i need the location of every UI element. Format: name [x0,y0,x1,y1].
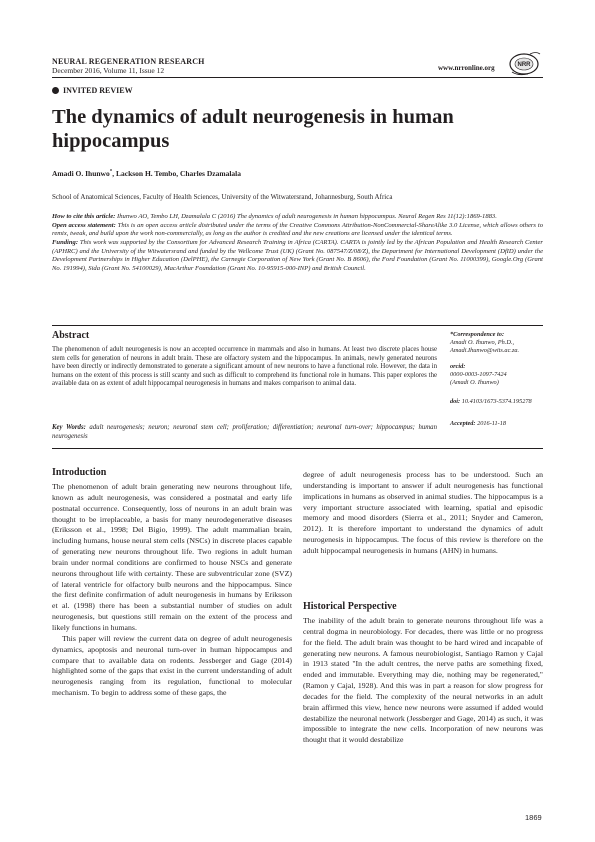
introduction-heading: Introduction [52,467,107,478]
journal-issue: December 2016, Volume 11, Issue 12 [52,66,165,75]
funding-text: This work was supported by the Consortium for Advanced Research Training in Africa (CARTA). CARTA is jointly led by the African Population and Health Research Center (APHRC) and the University of the Witwatersrand and funded by the Wellcome Trust (UK) (Grant No. 087547/Z/08/Z), the Department for International Development (DfID) under the Development Partnerships in Higher Education (DelPHE), the Carnegie Corporation of New York (Grant No. B 8606), the Ford Foundation (Grant No. 11000399), Google.Org (Grant No. 191994), Sida (Grant No. 54100029), MacArthur Foundation (Grant No. 10-95915-000-INP) and British Council. [52,239,543,272]
journal-logo [508,50,542,76]
header-rule [52,77,543,78]
article-title: The dynamics of adult neurogenesis in human hippocampus [52,106,454,152]
doi[interactable] [450,398,550,406]
open-access-statement [52,222,543,239]
cite-statement [52,213,543,222]
funding-statement [52,239,543,273]
accepted-value: 2016-11-18 [475,420,507,427]
funding-label: Funding: [52,239,79,247]
keywords-text: adult neurogenesis; neuron; neuronal stem cell; proliferation; differentiation; neuronal turn-over; hippocampus; human neurogenesis [52,424,437,440]
author-rest: , Lackson H. Tembo, Charles Dzamalala [112,169,241,178]
article-meta [52,213,543,274]
authors [52,169,241,178]
svg-text:NRR: NRR [517,62,531,68]
correspondence-mark: * [109,169,113,175]
abstract-rule [52,448,543,449]
abstract-text: The phenomenon of adult neurogenesis is now an accepted occurrence in mammals and also in humans. At least two discrete places house stem cells for generation of neurons in adult brain. These are olfactory system and the hippocampus. In animals, newly generated neurons have been directly or indirectly demonstrated to generate a significant amount of new neurons to have a functional role. However, the data in humans on the extent of this process is still scanty and such as difficult to comprehend its functional role in humans. This paper explores the available data on as extent of adult hippocampal neurogenesis in humans and makes comparison to animal data. [52,346,437,387]
introduction-body-continued [303,470,543,557]
affiliation: School of Anatomical Sciences, Faculty of Health Sciences, University of the Witwatersrand, Johannesburg, South Africa [52,193,393,201]
abstract-heading: Abstract [52,330,90,341]
keywords [52,424,437,441]
author-1: Amadi O. Ihunwo [52,169,110,178]
cite-label: How to cite this article: [52,213,116,220]
intro-paragraph-3: degree of adult neurogenesis process has to be understood. Such an understanding is important to answer if adult neurogenesis has functional implications in humans as observed in animal studies. The hippocampus is a very important structure associated with learning, spatial and episodic memory and mood disorders (Sierra et al., 2011; Snyder and Cameron, 2012). It is therefore important to understand the dynamics of adult neurogenesis in hippocampus. The focus of this review is therefore on the adult hippocampal neurogenesis in humans (AHN) in humans. [303,470,543,555]
accepted-label: Accepted: [450,420,476,427]
intro-paragraph-1: The phenomenon of adult brain generating new neurons throughout life, known as adult neurogenesis, was considered a postnatal and early life postnatal occurrence. Consequently, loss of neurons in an adult brain was thought to be irreplaceable, a basis for many neurodegenerative diseases (Eriksson et al., 1998; Del Bigio, 1999). The adult mammalian brain, including humans, house neural stem cells (NSCs) in discrete places capable of generating new neurons throughout life. Two regions in adult human brain under normal conditions are confirmed to house NSCs and generate neurons throughout life with certainty. These are subventricular zone (SVZ) of lateral ventricle for olfactory bulb neurons and the hippocampus. Since the first definite confirmation of adult neurogenesis in humans by Eriksson et al. (1998) there has been a substantial number of studies on adult neurogenesis, but questions still remain on the extent of the process and likely functions in humans. [52,482,292,632]
page-number: 1869 [525,813,542,822]
doi-value: 10.4103/1673-5374.195278 [460,398,532,405]
orcid-value[interactable]: 0000-0003-1097-7424 [450,371,507,378]
cite-text: Ihunwo AO, Tembo LH, Dzamalala C (2016) The dynamics of adult neurogenesis in human hippocampus. Neural Regen Res 11(12):1869-1883. [115,213,497,220]
history-paragraph-1: The inability of the adult brain to generate neurons throughout life was a central dogma in neurobiology. For decades, there was little or no progress for the field. The adult brain was thought to be hard wired and incapable of generating new neurons. A famous neurobiologist, Santiago Ramon y Cajal in 1913 stated "In the adult centres, the nerve paths are something fixed, ended and immutable. Everything may die, nothing may be regenerated," (Ramon y Cajal, 1928). And this was in part a reason for slow progress for decades for the field. The complexity of the neural networks in an adult brain affirmed this view, hence new neurons were assumed if added would destabilize the neuronal network (Jessberger and Gage, 2014) as such, it was impossible to integrate the new cells. Incorporation of new neurons was thought that it would destabilize [303,616,543,745]
meta-rule [52,325,543,326]
section-label [52,86,133,95]
introduction-body [52,482,292,699]
correspondence-email[interactable]: Amadi.Ihunwo@wits.ac.za. [450,347,520,354]
orcid-name: (Amadi O. Ihunwo) [450,379,499,386]
oa-label: Open access statement: [52,221,116,229]
correspondence-label: *Correspondence to: [450,331,505,338]
keywords-label: Key Words: [52,424,86,431]
accepted-date [450,420,550,428]
oa-text: This is an open access article distributed under the terms of the Creative Commons Attribution-NonCommercial-ShareAlike 3.0 License, which allows others to remix, tweak, and build upon the work non-commercially, as long as the author is credited and the new creations are licensed under the identical terms. [52,221,543,238]
historical-perspective-body [303,616,543,746]
bullet-icon [52,87,59,94]
correspondence-name: Amadi O. Ihunwo, Ph.D., [450,339,515,346]
intro-paragraph-2: This paper will review the current data on degree of adult neurogenesis dynamics, apoptosis and neuronal turn-over in human hippocampus and compare that to available data on rodents. Jessberger and Gage (2014) highlighted some of the gaps that exist in the current understanding of adult neurogenesis ranging from its regulation, functional to molecular mechanism. To begin to address some of these gaps, the [52,633,292,698]
historical-perspective-heading: Historical Perspective [303,601,397,612]
doi-label: doi: [450,398,461,405]
journal-url[interactable]: www.nrronline.org [438,64,495,72]
journal-name: NEURAL REGENERATION RESEARCH [52,57,205,66]
orcid-label: orcid: [450,363,466,370]
section-label-text: INVITED REVIEW [63,86,133,95]
